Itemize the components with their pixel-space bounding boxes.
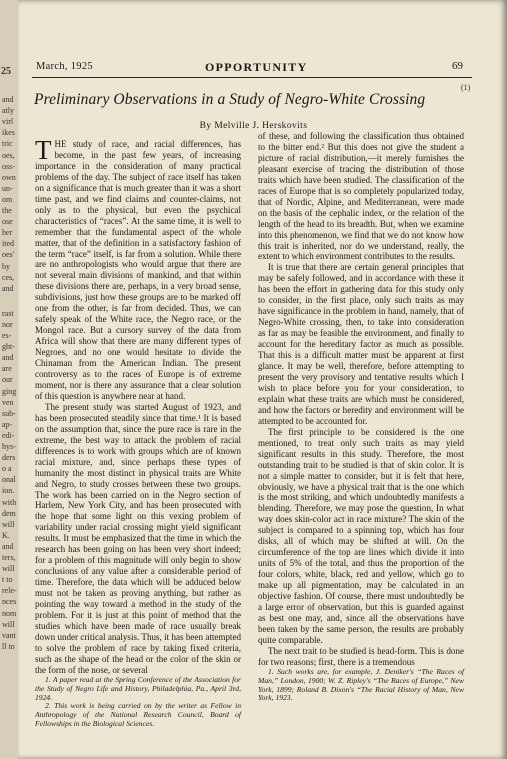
previous-page-text-fragment: K. [2,530,10,540]
right-column [258,131,464,703]
previous-page-text-fragment: oes, [2,150,15,160]
body-paragraph: The first principle to be considered is the one mentioned, to treat only such traits as may yield significant results in this study. Therefore, the most outstanding trait to be studied is that of skin color. It is not a simple matter to consider, but it is felt that here, obviously, we have a physical trait that is the one which is the most striking, and which undoubtedly manifests a blending. Therefore, we may pose the question, In what way does skin-color act in race mixture? The skin of the subject is compared to a spinning top, which has four disks, all of which may be shifted at will. On the circumference of the top are lines which divide it into units of 5% of the total, and thus the proportion of the four colors, white, black, red and yellow, which go to make up all pigmentation, may be calculated in an objective fashion. Of course, there must undoubtedly be a large error of observation, but this is guarded against as best one may, and, since all the observations have been taken by the same person, the results are probably quite comparable. [258,426,464,645]
footnote: 1. Such works are, for example, J. Deniker's “The Races of Man,” London, 1900; W. Z. Ripley's “The Races of Europe,” New York, 1899; Roland B. Dixon's “The Racial History of Man, New York, 1923. [258,666,464,703]
page-header-publication: OPPORTUNITY [205,60,308,74]
previous-page-text-fragment: ikes [2,128,15,138]
previous-page-text-fragment: edi- [2,430,15,440]
previous-page-text-fragment: ose [2,217,13,227]
previous-page-number: 25 [1,66,11,77]
previous-page-text-fragment: dem [2,508,16,518]
previous-page-text-fragment: onal [2,475,16,485]
previous-page-text-fragment: rast [2,308,14,318]
article-title: Preliminary Observations in a Study of Negro-White Crossing [34,91,426,108]
previous-page-text-fragment: are [2,364,12,374]
previous-page-text-fragment: ll to [2,641,15,651]
previous-page-text-fragment: om [2,194,13,204]
previous-page-text-fragment: vant [2,630,16,640]
body-paragraph: It is true that there are certain general principles that may be safely followed, and in accordance with these it has been the effort in gathering data for this study only to consider, in the first place, only such traits as may have significance in the problem in hand, namely, that of Negro-White crossing, then, to take into consideration as far as may be feasible the environment, and finally to account for the hereditary factor as much as possible. That this is a difficult matter must be apparent at first glance. It may be well, therefore, before attempting to present the very provisory and tentative results which I wish to place before you for your consideration, to explain what these traits are which must be considered, and how the factors or heredity and environment will be attempted to be accounted for. [258,262,464,426]
footnote: 1. A paper read at the Spring Conference of the Association for the Study of Negro Life and History, Philadelphia, Pa., April 3rd, 1924. [35,674,241,702]
previous-page-text-fragment: rele- [2,586,17,596]
previous-page-text-fragment: ders [2,453,16,463]
previous-page-edge [0,0,19,759]
body-paragraph: The present study was started August of 1923, and has been prosecuted steadily since that time.¹ It is based on the assumption that, since the pure race is rare in the extreme, the best way to attack the problem of racial differences is to work with groups which are of known racial mixture, and, since perhaps these types of humanity the most distinct in physical traits are White and Negro, to study crosses between these two groups. The work has been carried on in the Negro section of Harlem, New York City, and has been prosecuted with the hope that some light on this vexing problem of variability under racial crossing might yield significant results. It must be emphasized that the time in which the research has been going on has been very short indeed; for a problem of this magnitude will only begin to show conclusions of any value after a considerable period of time. Therefore, the data which will be adduced below must not be taken as proving anything, but rather as pointing the way toward a method in the study of the problem. For it is just at this point of method that the studies which have been made of race usually break down under critical analysis. Thus, it has been attempted to solve the problem of race by taking fixed criteria, such as the shape of the head or the color of the skin or the form of the nose, or several [35,401,241,675]
left-column [35,135,241,729]
previous-page-text-fragment: oes' [2,250,15,260]
previous-page-text-fragment: atly [2,106,14,116]
body-paragraph: of these, and following the classification thus obtained to the bitter end.² But this does not give the student a picture of racial distribution,—it merely furnishes the pleasant exercise of tracing the distribution of those traits which have been studied. The classification of the races of Europe that is so completely popularized today, that of Nordic, Alpine, and Mediterranean, were made on the basis of the cephalic index, or the relation of the length of the head to its breadth. But, when we examine into this phenomenon, we find that we do not know how this trait is inherited, nor do we understand, really, the extent to which environment contributes to the results. [258,131,464,262]
previous-page-text-fragment: un- [2,183,13,193]
previous-page-text-fragment: and [2,541,14,551]
previous-page-text-fragment: nom [2,608,17,618]
previous-page-text-fragment: the [2,206,12,215]
page-number: 69 [452,60,463,72]
previous-page-text-fragment: nces [2,597,17,607]
previous-page-text-fragment: sub- [2,408,16,418]
previous-page-text-fragment: her [2,228,13,238]
previous-page-text-fragment: oss- [2,161,15,171]
previous-page-text-fragment: virl [2,117,14,127]
previous-page-text-fragment: ging [2,386,17,396]
previous-page-text-fragment: will [2,564,15,574]
previous-page-text-fragment: will [2,519,15,529]
previous-page-text-fragment: with [2,497,17,507]
previous-page-text-fragment: ven [2,397,14,407]
previous-page-text-fragment: ion. [2,486,15,496]
previous-page-text-fragment: and [2,353,14,363]
previous-page-text-fragment: hys- [2,442,16,451]
body-paragraph: THE study of race, and racial differences, has become, in the past few years, of increasing importance in the consideration of many practical problems of the day. The subject of race itself has taken on a significance that is much greater than it was a short time past, and we find claims and counter-claims, not only as to the physical, but even the psychical characteristics of “races”. At the same time, it is well to remember that the fundamental aspect of the whole matter, that of the definition in a satisfactory fashion of the term “race” itself, is far from a solution. While there are no anthropologists who would argue that there are not several main divisions of mankind, and that within these divisions there are, perhaps, in a very broad sense, subdivisions, just how these groups are to be marked off one from the other, is far from decided. Thus, we can safely speak of the White race, the Negro race, or the Mongol race. But a cursory survey of the data from Africa will show that there are many different types of Negroes, and no one would hesitate to divide the Chinaman from the American Indian. The present controversy as to the races of Europe is of extreme moment, nor is there any assurance that a clear solution of this question is anywhere near at hand. [35,135,241,401]
previous-page-text-fragment: es- [2,331,12,340]
article-byline: By Melville J. Herskovits [199,121,308,131]
previous-page-text-fragment: our [2,375,13,385]
previous-page-text-fragment: t to [2,575,13,585]
page-header-date: March, 1925 [36,61,93,72]
previous-page-text-fragment: by [2,261,10,271]
previous-page-text-fragment: and [2,283,14,293]
previous-page-text-fragment: ap- [2,419,13,429]
margin-marker: (1) [461,83,471,92]
body-paragraph: The next trait to be studied is head-form. This is done for two reasons; first, there is a tremendous [258,645,464,667]
header-rule [32,77,472,78]
footnote: 2. This work is being carried on by the writer as Fellow in Anthropology of the National Research Council, Board of Fellowships in the Biological Sciences. [35,701,241,729]
previous-page-text-fragment: ght- [2,342,15,352]
previous-page-text-fragment: nor [2,319,13,329]
previous-page-text-fragment: will [2,619,15,629]
previous-page-text-fragment: tric [2,139,13,149]
previous-page-text-fragment: own [2,172,16,182]
previous-page-text-fragment: ited [2,239,14,249]
previous-page-text-fragment: ces, [2,272,15,282]
previous-page-text-fragment: o a [2,464,12,474]
previous-page-text-fragment: and [2,95,14,104]
previous-page-text-fragment: ters, [2,553,16,562]
